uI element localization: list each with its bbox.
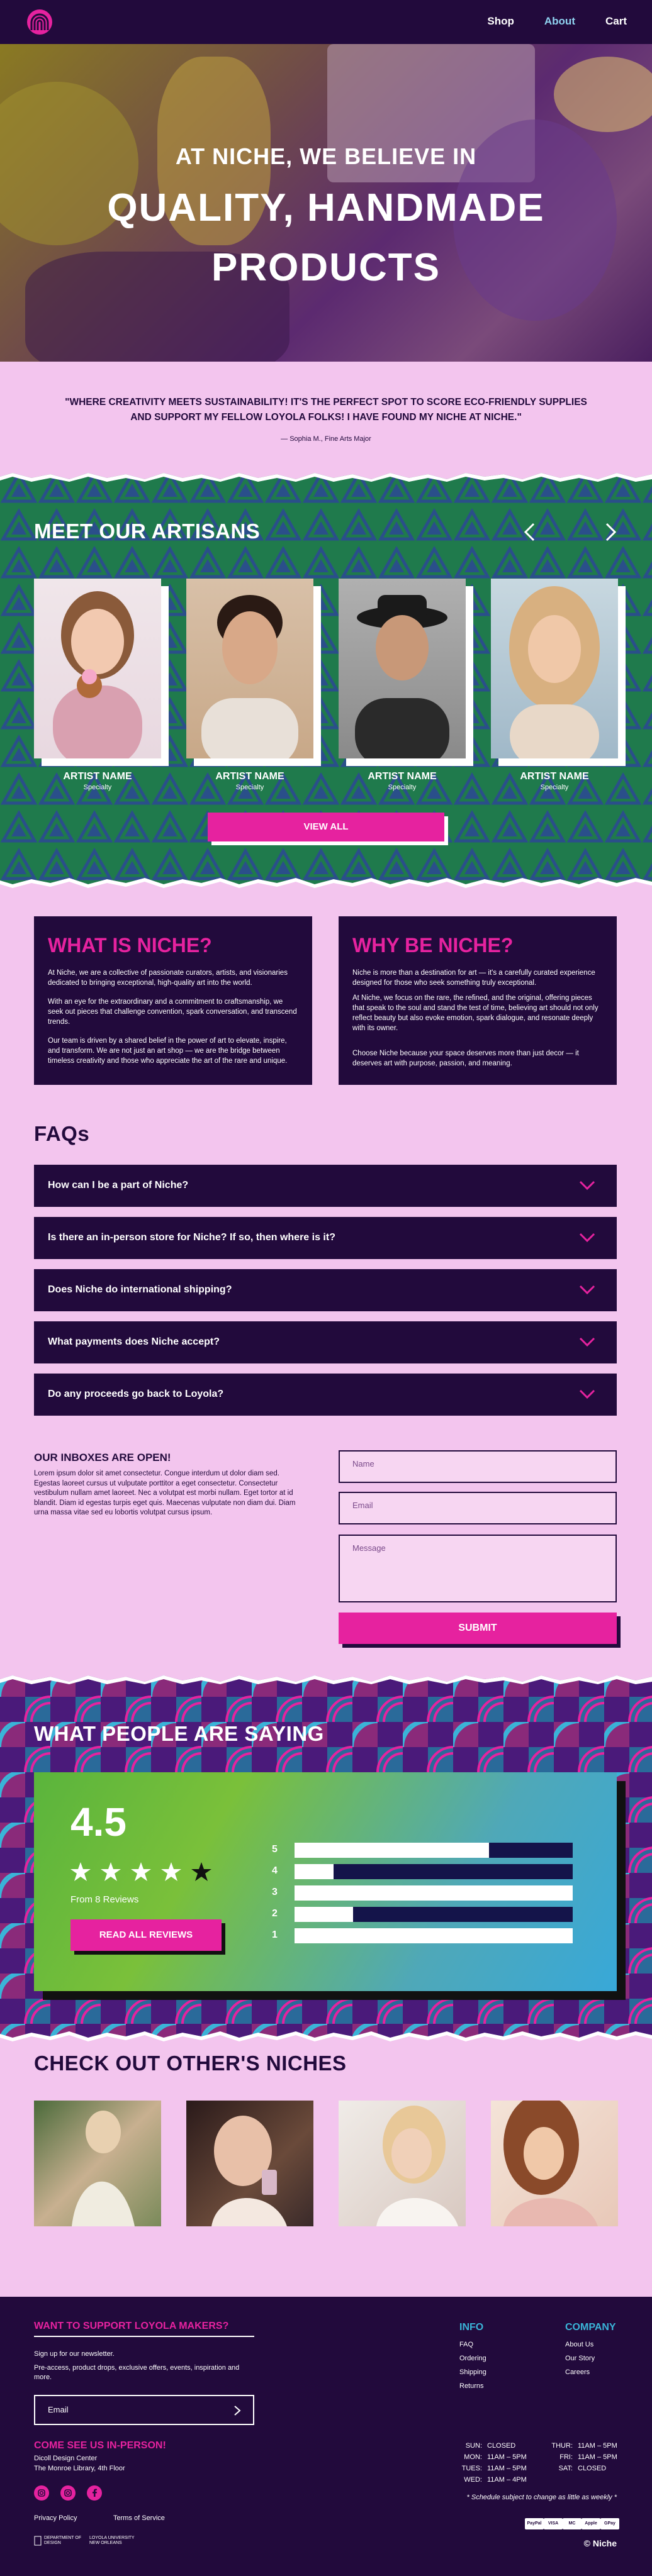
faq-question: Is there an in-person store for Niche? If so, then where is it?: [48, 1232, 335, 1243]
faq-question: What payments does Niche accept?: [48, 1336, 220, 1347]
facebook-icon[interactable]: [87, 2485, 102, 2501]
company-link-story[interactable]: Our Story: [565, 2355, 595, 2362]
what-paragraph: At Niche, we are a collective of passionate curators, artists, and visionaries dedicated to bringing exceptional, high-quality art into the world.: [48, 969, 288, 987]
copyright: © Niche: [583, 2538, 617, 2548]
hours-time: 11AM – 4PM: [487, 2476, 527, 2484]
faq-item[interactable]: [34, 1321, 617, 1363]
info-title: INFO: [459, 2322, 484, 2333]
artist-card[interactable]: [491, 579, 618, 758]
faq-question: How can I be a part of Niche?: [48, 1180, 189, 1191]
info-link-shipping[interactable]: Shipping: [459, 2368, 486, 2376]
rating-bar-fill: [295, 1907, 353, 1922]
artist-photo: [34, 579, 161, 758]
rating-bar-fill: [295, 1843, 489, 1858]
read-all-reviews-button[interactable]: READ ALL REVIEWS: [70, 1919, 222, 1951]
department-label: DEPARTMENT OF DESIGN: [44, 2536, 82, 2545]
artist-card[interactable]: [186, 579, 313, 758]
rating-bar-track: [295, 1864, 573, 1879]
why-paragraph: Choose Niche because your space deserves more than just decor — it deserves art with purpose, passion, and meaning.: [352, 1050, 579, 1067]
artist-specialty: Specialty: [83, 784, 112, 791]
why-be-niche-box: [339, 916, 617, 1085]
hours-day: WED:: [464, 2476, 482, 2484]
chevron-down-icon: [579, 1180, 595, 1191]
what-paragraph: Our team is driven by a shared belief in the power of art to elevate, inspire, and transform. We are not just an art shop — we are the bridge between timeless creativity and those who appreciate the art of the rare and unique.: [48, 1037, 288, 1065]
loyola-label: LOYOLA UNIVERSITY NEW ORLEANS: [89, 2536, 135, 2545]
faq-item[interactable]: [34, 1269, 617, 1311]
chevron-left-icon[interactable]: [520, 522, 540, 542]
contact-body: Lorem ipsum dolor sit amet consectetur. Congue interdum ut dolor diam sed. Egestas laoreet cursus ut vulputate porttitor a eget consectetur. Consectetur vestibulum nullam amet laoreet. Nec a volutpat est morbi nullam. Eget tortor at id blandit. Diam id egestas turpis eget quis. Maecenas vulputate non diam dui. Diam urna massa vitae sed eu lobortis volutpat cursus ipsum.: [34, 1470, 296, 1516]
info-link-ordering[interactable]: Ordering: [459, 2355, 486, 2362]
visit-title: COME SEE US IN-PERSON!: [34, 2440, 166, 2451]
company-title: COMPANY: [565, 2322, 616, 2333]
footer-newsletter-text: Sign up for our newsletter.: [34, 2350, 115, 2358]
submit-button[interactable]: SUBMIT: [339, 1613, 617, 1644]
rating-bar-row: [272, 1864, 573, 1879]
other-niches-title: CHECK OUT OTHER'S NICHES: [34, 2051, 347, 2075]
nav-cart-link[interactable]: Cart: [605, 15, 627, 27]
rating-bar-track: [295, 1907, 573, 1922]
hours-time: CLOSED: [487, 2442, 516, 2450]
chevron-down-icon: [579, 1232, 595, 1243]
chevron-down-icon: [579, 1284, 595, 1296]
artist-photo: [339, 579, 466, 758]
hero-title-line2: PRODUCTS: [211, 246, 441, 289]
rating-bar-row: [272, 1928, 573, 1943]
info-link-faq[interactable]: FAQ: [459, 2341, 474, 2348]
rating-bar-label: 3: [272, 1887, 278, 1897]
hero-title-line1: QUALITY, HANDMADE: [107, 186, 545, 230]
hours-time: 11AM – 5PM: [487, 2465, 527, 2472]
niche-image[interactable]: [34, 2101, 161, 2226]
why-paragraph: At Niche, we focus on the rare, the refined, and the original, offering pieces that speak to the soul and stand the test of time, believing art should not only reflect beauty but also evoke emotion, spark dialogue, and resonate deeply with its owner.: [352, 994, 599, 1032]
hours-day: FRI:: [559, 2453, 573, 2461]
rating-bar-row: [272, 1907, 573, 1922]
hours-time: CLOSED: [578, 2465, 607, 2472]
artist-specialty: Specialty: [235, 784, 264, 791]
footer: [0, 2297, 652, 2576]
message-field[interactable]: Message: [339, 1535, 617, 1602]
hours-time: 11AM – 5PM: [487, 2453, 527, 2461]
artist-card[interactable]: [34, 579, 161, 758]
niche-image[interactable]: [339, 2101, 466, 2226]
department-logo-icon: [34, 2536, 42, 2546]
hours-day: TUES:: [461, 2465, 482, 2472]
artist-specialty: Specialty: [540, 784, 569, 791]
niche-logo-icon[interactable]: [26, 9, 53, 35]
faq-question: Does Niche do international shipping?: [48, 1284, 232, 1295]
chevron-down-icon: [579, 1336, 595, 1348]
faq-item[interactable]: [34, 1374, 617, 1416]
torn-edge-bottom: [0, 2029, 652, 2044]
rating-bar-track: [295, 1928, 573, 1943]
chevron-down-icon: [579, 1389, 595, 1400]
view-all-button[interactable]: VIEW ALL: [208, 813, 444, 841]
rating-score: 4.5: [70, 1799, 126, 1845]
artist-name: ARTIST NAME: [63, 771, 132, 782]
testimonial-author: — Sophia M., Fine Arts Major: [281, 435, 371, 443]
rating-bar-label: 5: [272, 1844, 278, 1855]
hours-day: SAT:: [558, 2465, 573, 2472]
what-title: WHAT IS NICHE?: [48, 934, 212, 957]
chevron-right-icon[interactable]: [600, 522, 621, 542]
rating-bar-track: [295, 1843, 573, 1858]
nav-links: [487, 15, 627, 28]
name-field[interactable]: Name: [339, 1450, 617, 1483]
testimonial-quote: "WHERE CREATIVITY MEETS SUSTAINABILITY! IT'S THE PERFECT SPOT TO SCORE ECO-FRIENDLY SUPPLIES AND SUPPORT MY FELLOW LOYOLA FOLKS! I HAVE FOUND MY NICHE AT NICHE.": [65, 397, 587, 423]
reviews-title: WHAT PEOPLE ARE SAYING: [34, 1722, 324, 1745]
hours-time: 11AM – 5PM: [578, 2442, 617, 2450]
terms-link[interactable]: Terms of Service: [113, 2514, 165, 2522]
faq-item[interactable]: [34, 1217, 617, 1259]
star-half-icon: [191, 1862, 211, 1881]
visa-icon: VISA: [544, 2518, 563, 2529]
faq-question: Do any proceeds go back to Loyola?: [48, 1389, 224, 1399]
hours-time: 11AM – 5PM: [578, 2453, 617, 2461]
rating-bar-label: 2: [272, 1908, 278, 1919]
artist-photo: [491, 579, 618, 758]
niche-image[interactable]: [491, 2101, 618, 2226]
mastercard-icon: MC: [563, 2518, 582, 2529]
nav-about-link[interactable]: About: [544, 15, 575, 27]
footer-divider: [34, 2336, 254, 2337]
visit-address-line2: The Monroe Library, 4th Floor: [34, 2465, 125, 2472]
paypal-icon: PayPal: [525, 2518, 544, 2529]
what-paragraph: With an eye for the extraordinary and a commitment to craftsmanship, we seek out pieces that challenge convention, spark conversation, and transcend trends.: [48, 998, 297, 1026]
rating-bar-label: 4: [272, 1865, 278, 1876]
footer-support-title: WANT TO SUPPORT LOYOLA MAKERS?: [34, 2321, 229, 2331]
artist-name: ARTIST NAME: [368, 771, 437, 782]
artist-name: ARTIST NAME: [520, 771, 589, 782]
star-rating: [70, 1862, 222, 1884]
torn-edge-top: [0, 468, 652, 483]
rating-bar-row: [272, 1885, 573, 1901]
star-icon: [161, 1862, 181, 1881]
rating-bar-fill: [295, 1864, 334, 1879]
top-nav: [0, 0, 652, 44]
instagram-icon[interactable]: [34, 2485, 49, 2501]
why-paragraph: Niche is more than a destination for art — it's a carefully curated experience designed for those who seek something truly exceptional.: [352, 969, 595, 987]
niche-image[interactable]: [186, 2101, 313, 2226]
google-pay-icon: GPay: [600, 2518, 619, 2529]
hours-day: THUR:: [551, 2442, 573, 2450]
hours-day: MON:: [464, 2453, 482, 2461]
rating-bar-label: 1: [272, 1929, 278, 1940]
company-link-about[interactable]: About Us: [565, 2341, 594, 2348]
rating-bar-fill: [295, 1928, 573, 1943]
faq-item[interactable]: [34, 1165, 617, 1207]
star-icon: [101, 1862, 121, 1881]
email-field[interactable]: Email: [339, 1492, 617, 1524]
artist-card[interactable]: [339, 579, 466, 758]
faq-title: FAQs: [34, 1122, 90, 1145]
artist-photo: [186, 579, 313, 758]
schedule-note: * Schedule subject to change as little as weekly *: [466, 2494, 617, 2501]
info-link-returns[interactable]: Returns: [459, 2382, 484, 2390]
what-is-niche-box: [34, 916, 312, 1085]
torn-edge-top: [0, 1670, 652, 1685]
chevron-right-icon[interactable]: [233, 2405, 242, 2416]
hero-bg-shape: [554, 57, 652, 132]
instagram-icon[interactable]: [60, 2485, 76, 2501]
hours-day: SUN:: [465, 2442, 482, 2450]
visit-address-line1: Dicoll Design Center: [34, 2455, 98, 2462]
why-title: WHY BE NICHE?: [352, 934, 514, 957]
rating-bar-track: [295, 1885, 573, 1901]
torn-edge-bottom: [0, 875, 652, 891]
nav-shop-link[interactable]: Shop: [487, 15, 514, 27]
apple-pay-icon: Apple: [582, 2518, 600, 2529]
rating-bar-row: [272, 1843, 573, 1858]
footer-newsletter-desc: Pre-access, product drops, exclusive offers, events, inspiration and more.: [34, 2364, 240, 2381]
rating-bar-fill: [295, 1885, 573, 1901]
artisans-title: MEET OUR ARTISANS: [34, 519, 261, 543]
review-count: From 8 Reviews: [70, 1894, 139, 1905]
artist-specialty: Specialty: [388, 784, 417, 791]
newsletter-email-input[interactable]: [34, 2395, 254, 2425]
star-icon: [70, 1862, 91, 1881]
company-link-careers[interactable]: Careers: [565, 2368, 590, 2376]
privacy-policy-link[interactable]: Privacy Policy: [34, 2514, 77, 2522]
email-placeholder: Email: [48, 2405, 69, 2414]
star-icon: [131, 1862, 151, 1881]
hero-subtitle: AT NICHE, WE BELIEVE IN: [175, 143, 477, 169]
artist-name: ARTIST NAME: [215, 771, 284, 782]
contact-title: OUR INBOXES ARE OPEN!: [34, 1452, 171, 1463]
